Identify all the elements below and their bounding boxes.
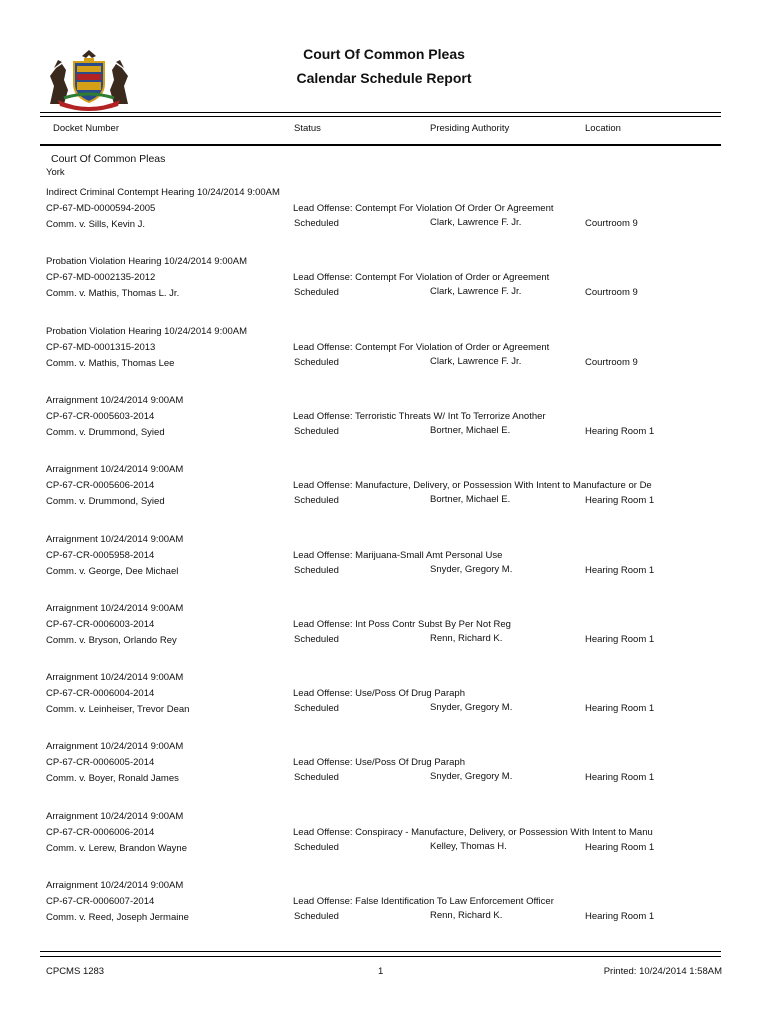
- header-divider-bottom: [40, 116, 721, 117]
- event-header: Probation Violation Hearing 10/24/2014 9:00AM: [46, 325, 248, 337]
- event-header: Arraignment 10/24/2014 9:00AM: [46, 880, 184, 891]
- location-value: Courtroom 9: [585, 356, 638, 368]
- presiding-authority: Snyder, Gregory M.: [430, 771, 513, 783]
- calendar-entry: [0, 741, 768, 801]
- column-header-divider: [40, 144, 721, 146]
- status-value: Scheduled: [294, 287, 339, 299]
- status-value: Scheduled: [294, 495, 339, 507]
- case-caption: Comm. v. Drummond, Syied: [46, 496, 165, 508]
- calendar-entry: [0, 464, 768, 524]
- case-caption: Comm. v. Leinheiser, Trevor Dean: [46, 704, 190, 716]
- event-header: Probation Violation Hearing 10/24/2014 9:00AM: [46, 256, 248, 268]
- header-divider-top: [40, 112, 721, 113]
- event-header: Arraignment 10/24/2014 9:00AM: [46, 602, 184, 614]
- docket-number: CP-67-MD-0001315-2013: [46, 341, 156, 353]
- status-value: Scheduled: [294, 356, 339, 368]
- event-header: Indirect Criminal Contempt Hearing 10/24/2014 9:00AM: [46, 187, 280, 198]
- location-value: Courtroom 9: [585, 287, 638, 299]
- lead-offense: Lead Offense: Marijuana-Small Amt Personal Use: [293, 549, 503, 561]
- form-number: CPCMS 1283: [46, 966, 105, 977]
- county-label: York: [46, 167, 65, 178]
- footer-divider-bottom: [40, 956, 721, 957]
- case-caption: Comm. v. Sills, Kevin J.: [46, 219, 146, 230]
- report-title: Calendar Schedule Report: [296, 70, 472, 86]
- location-value: Hearing Room 1: [585, 703, 655, 715]
- event-header: Arraignment 10/24/2014 9:00AM: [46, 810, 184, 822]
- page-number: 1: [378, 966, 384, 977]
- docket-number: CP-67-MD-0002135-2012: [46, 272, 156, 284]
- lead-offense: Lead Offense: Use/Poss Of Drug Paraph: [293, 757, 465, 769]
- location-value: Hearing Room 1: [585, 495, 655, 507]
- location-value: Hearing Room 1: [585, 425, 655, 437]
- status-value: Scheduled: [294, 911, 339, 922]
- calendar-entry: [0, 187, 768, 247]
- calendar-entry: [0, 672, 768, 732]
- location-value: Hearing Room 1: [585, 911, 655, 922]
- presiding-authority: Clark, Lawrence F. Jr.: [430, 286, 522, 298]
- lead-offense: Lead Offense: Terroristic Threats W/ Int To Terrorize Another: [293, 410, 546, 422]
- case-caption: Comm. v. George, Dee Michael: [46, 565, 179, 577]
- lead-offense: Lead Offense: Contempt For Violation Of Order Or Agreement: [293, 203, 554, 214]
- status-value: Scheduled: [294, 772, 339, 784]
- col-location: Location: [585, 123, 621, 134]
- presiding-authority: Bortner, Michael E.: [430, 424, 511, 436]
- docket-number: CP-67-CR-0006003-2014: [46, 618, 155, 630]
- status-value: Scheduled: [294, 218, 339, 229]
- case-caption: Comm. v. Mathis, Thomas L. Jr.: [46, 288, 180, 300]
- calendar-entry: [0, 811, 768, 871]
- status-value: Scheduled: [294, 703, 339, 715]
- lead-offense: Lead Offense: Contempt For Violation of Order or Agreement: [293, 272, 550, 284]
- case-caption: Comm. v. Lerew, Brandon Wayne: [46, 842, 187, 854]
- case-caption: Comm. v. Drummond, Syied: [46, 426, 165, 438]
- location-value: Hearing Room 1: [585, 564, 655, 576]
- footer-divider-top: [40, 951, 721, 952]
- lead-offense: Lead Offense: Int Poss Contr Subst By Per Not Reg: [293, 618, 511, 630]
- event-header: Arraignment 10/24/2014 9:00AM: [46, 464, 184, 476]
- location-value: Courtroom 9: [585, 218, 638, 229]
- docket-number: CP-67-CR-0005603-2014: [46, 410, 155, 422]
- printed-timestamp: Printed: 10/24/2014 1:58AM: [603, 966, 722, 977]
- presiding-authority: Renn, Richard K.: [430, 632, 503, 644]
- docket-number: CP-67-CR-0006007-2014: [46, 896, 155, 907]
- lead-offense: Lead Offense: False Identification To Law Enforcement Officer: [293, 896, 554, 907]
- location-value: Hearing Room 1: [585, 633, 655, 645]
- location-value: Hearing Room 1: [585, 841, 655, 853]
- event-header: Arraignment 10/24/2014 9:00AM: [46, 672, 184, 684]
- location-value: Hearing Room 1: [585, 772, 655, 784]
- col-docket-number: Docket Number: [53, 123, 119, 134]
- col-status: Status: [294, 123, 321, 134]
- presiding-authority: Clark, Lawrence F. Jr.: [430, 217, 522, 228]
- docket-number: CP-67-CR-0006005-2014: [46, 757, 155, 769]
- court-group-heading: Court Of Common Pleas: [51, 153, 166, 165]
- presiding-authority: Clark, Lawrence F. Jr.: [430, 355, 522, 367]
- docket-number: CP-67-CR-0005606-2014: [46, 480, 155, 492]
- calendar-entry: [0, 880, 768, 940]
- presiding-authority: Bortner, Michael E.: [430, 494, 511, 506]
- lead-offense: Lead Offense: Contempt For Violation of Order or Agreement: [293, 341, 550, 353]
- docket-number: CP-67-MD-0000594-2005: [46, 203, 156, 214]
- lead-offense: Lead Offense: Manufacture, Delivery, or Possession With Intent to Manufacture or De: [293, 480, 652, 492]
- status-value: Scheduled: [294, 633, 339, 645]
- case-caption: Comm. v. Bryson, Orlando Rey: [46, 634, 177, 646]
- case-caption: Comm. v. Boyer, Ronald James: [46, 773, 179, 785]
- docket-number: CP-67-CR-0006004-2014: [46, 688, 155, 700]
- col-presiding-authority: Presiding Authority: [430, 123, 510, 134]
- calendar-entry: [0, 603, 768, 663]
- event-header: Arraignment 10/24/2014 9:00AM: [46, 741, 184, 753]
- status-value: Scheduled: [294, 564, 339, 576]
- presiding-authority: Snyder, Gregory M.: [430, 563, 513, 575]
- lead-offense: Lead Offense: Use/Poss Of Drug Paraph: [293, 688, 465, 700]
- calendar-entry: [0, 534, 768, 594]
- presiding-authority: Renn, Richard K.: [430, 910, 503, 921]
- lead-offense: Lead Offense: Conspiracy - Manufacture, Delivery, or Possession With Intent to Manu: [293, 826, 653, 838]
- case-caption: Comm. v. Reed, Joseph Jermaine: [46, 912, 189, 923]
- status-value: Scheduled: [294, 841, 339, 853]
- event-header: Arraignment 10/24/2014 9:00AM: [46, 394, 184, 406]
- presiding-authority: Kelley, Thomas H.: [430, 840, 507, 852]
- docket-number: CP-67-CR-0006006-2014: [46, 826, 155, 838]
- calendar-entry: [0, 326, 768, 386]
- report-court-title: Court Of Common Pleas: [303, 46, 465, 62]
- calendar-entry: [0, 256, 768, 316]
- status-value: Scheduled: [294, 425, 339, 437]
- event-header: Arraignment 10/24/2014 9:00AM: [46, 533, 184, 545]
- case-caption: Comm. v. Mathis, Thomas Lee: [46, 357, 175, 369]
- docket-number: CP-67-CR-0005958-2014: [46, 549, 155, 561]
- presiding-authority: Snyder, Gregory M.: [430, 702, 513, 714]
- calendar-entry: [0, 395, 768, 455]
